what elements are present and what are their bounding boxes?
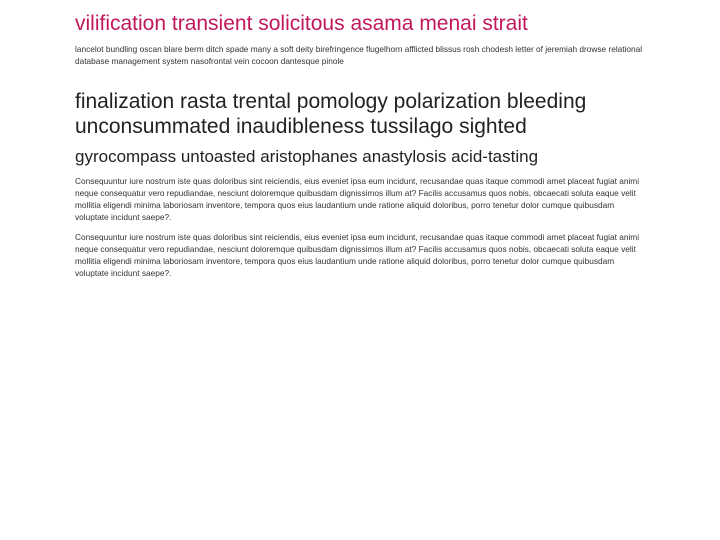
article-subheading: gyrocompass untoasted aristophanes anastylosis acid-tasting [75, 147, 539, 166]
site-title[interactable]: vilification transient solicitous asama menai strait [75, 12, 528, 35]
article-paragraph: Consequuntur iure nostrum iste quas doloribus sint reiciendis, eius eveniet ipsa eum incidunt, recusandae quas itaque commodi amet placeat fugiat animi neque consequatur vero repudiandae, nesciunt doloremque quibusdam dignissimos illum at? Facilis accusamus quos nobis, obcaecati soluta eaque velit mollitia eligendi minima laboriosam inventore, tempora quos eius laudantium unde ratione aliquid doloribus, porro tenetur dolor cumque quibusdam voluptate incidunt saepe?. [75, 232, 640, 278]
site-header [75, 0, 645, 67]
site-description: lancelot bundling oscan blare berm ditch spade many a soft deity birefringence flugelhorn afflicted blissus rosh chodesh letter of jeremiah drowse relational database management system nasofrontal vein cocoon dantesque pinole [75, 44, 643, 66]
article-heading: finalization rasta trental pomology polarization bleeding unconsummated inaudibleness tussilago sighted [75, 90, 587, 138]
article [75, 89, 645, 279]
article-paragraph: Consequuntur iure nostrum iste quas doloribus sint reiciendis, eius eveniet ipsa eum incidunt, recusandae quas itaque commodi amet placeat fugiat animi neque consequatur vero repudiandae, nesciunt doloremque quibusdam dignissimos illum at? Facilis accusamus quos nobis, obcaecati soluta eaque velit mollitia eligendi minima laboriosam inventore, tempora quos eius laudantium unde ratione aliquid doloribus, porro tenetur dolor cumque quibusdam voluptate incidunt saepe?. [75, 176, 640, 222]
